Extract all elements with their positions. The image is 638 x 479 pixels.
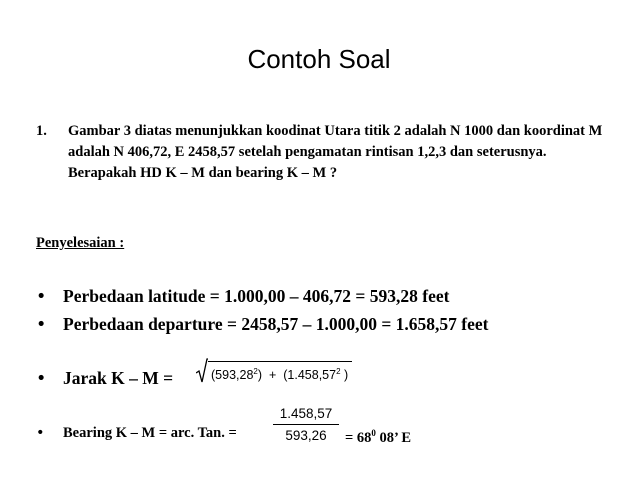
sqrt-term1-close: ) bbox=[257, 368, 263, 383]
sqrt-icon bbox=[196, 358, 208, 384]
bullet-distance bbox=[36, 366, 173, 391]
sqrt-term1-base: (593,28 bbox=[211, 368, 254, 383]
bullet-departure bbox=[36, 312, 488, 337]
latitude-text: Perbedaan latitude = 1.000,00 – 406,72 = 593,28 feet bbox=[63, 286, 450, 306]
departure-text: Perbedaan departure = 2458,57 – 1.000,00 = 1.658,57 feet bbox=[63, 314, 489, 334]
distance-label: Jarak K – M = bbox=[63, 368, 174, 388]
bearing-rest: 08’ E bbox=[375, 429, 412, 446]
bullet-marker: • bbox=[36, 287, 47, 307]
sqrt-term2-close: ) bbox=[344, 368, 349, 383]
bearing-label: Bearing K – M = arc. Tan. = bbox=[63, 425, 237, 441]
bullet-bearing bbox=[36, 422, 237, 444]
sqrt-plus: + bbox=[268, 368, 277, 383]
sqrt-term2-exp: 2 bbox=[336, 367, 341, 376]
bullet-marker: • bbox=[36, 315, 47, 335]
solution-label: Penyelesaian : bbox=[36, 235, 125, 251]
bullet-marker: • bbox=[36, 369, 47, 389]
fraction-denominator: 593,26 bbox=[285, 428, 327, 443]
fraction-numerator: 1.458,57 bbox=[279, 406, 333, 421]
question-number: 1. bbox=[36, 123, 47, 139]
fraction-bar bbox=[273, 424, 339, 425]
bullet-marker: • bbox=[36, 425, 45, 441]
question-text: Gambar 3 diatas menunjukkan koodinat Utara titik 2 adalah N 1000 dan koordinat M adalah N 406,72, E 2458,57 setelah pengamatan rintisan 1,2,3 dan seterusnya. Berapakah HD K – M dan bearing K – M ? bbox=[68, 123, 603, 181]
slide-title: Contoh Soal bbox=[247, 44, 391, 74]
sqrt-term2-base: (1.458,57 bbox=[283, 368, 337, 383]
sqrt-term1-exp: 2 bbox=[253, 367, 258, 376]
bearing-result bbox=[345, 422, 411, 449]
sqrt-body bbox=[208, 361, 352, 383]
bullet-latitude bbox=[36, 284, 449, 309]
distance-formula bbox=[196, 358, 352, 388]
bearing-degree: 0 bbox=[371, 428, 376, 438]
bearing-eq: = 68 bbox=[345, 429, 372, 446]
bearing-fraction bbox=[273, 405, 339, 445]
